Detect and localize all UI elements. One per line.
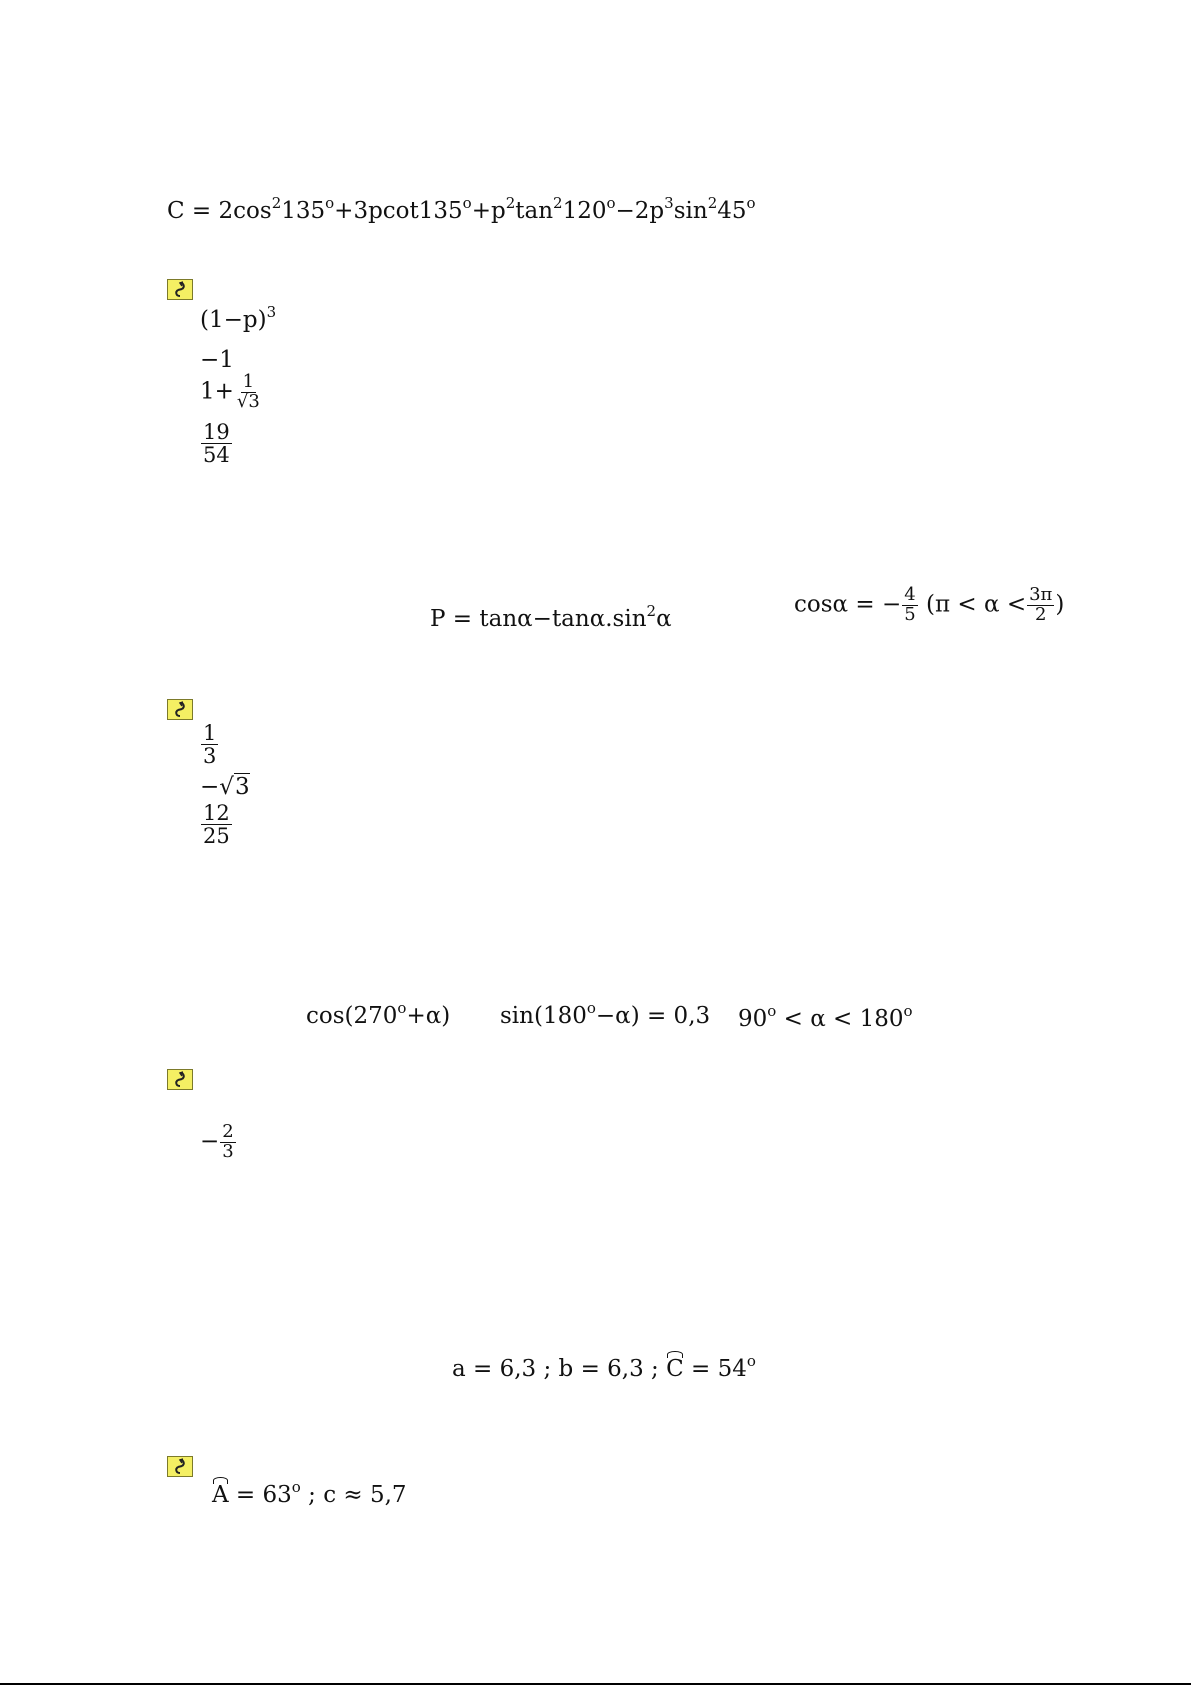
problem-1-answer-3[interactable]: 1+ $\frac{1}{√3}$ bbox=[200, 371, 260, 412]
problem-3-condition: $\sin(180^o-\alpha) = 0,3$ bbox=[500, 999, 711, 1029]
problem-4-expression: a = 6,3 ; b = 6,3 ; $C = 54^o$ bbox=[452, 1352, 756, 1382]
answer-marker-icon[interactable] bbox=[167, 699, 193, 720]
problem-1-expression: $C = 2\cos^2135^o+3pcot135^o+p^2\tan^2120^o-2p^3\sin^245^o$ bbox=[167, 194, 756, 224]
problem-1-answer-4[interactable]: $\frac{19}{54}$ bbox=[203, 420, 230, 468]
problem-3-expression: $\cos(270^o+\alpha)$ bbox=[306, 999, 451, 1029]
answer-marker-icon[interactable] bbox=[167, 1456, 193, 1477]
answer-marker-icon[interactable] bbox=[167, 279, 193, 300]
problem-3-answer-1[interactable]: − $\frac{2}{3}$ bbox=[200, 1121, 234, 1162]
problem-3-range: $90^o < \alpha < 180^o$ bbox=[738, 1002, 913, 1032]
problem-2-answer-2[interactable]: −√3 bbox=[200, 774, 250, 800]
problem-2-condition: cosα = − $\frac{4}{5}$ (π < α < $\frac{3\pi}{2}$ ) bbox=[794, 584, 1065, 625]
problem-4-answer-1[interactable]: $A = 63^o$ ; c ≈ 5,7 bbox=[212, 1478, 407, 1508]
problem-1-answer-2[interactable]: −1 bbox=[200, 347, 234, 373]
problem-2-expression: $P = \tan\alpha-\tan\alpha.\sin^2\alpha$ bbox=[430, 602, 672, 632]
answer-marker-icon[interactable] bbox=[167, 1069, 193, 1090]
problem-2-answer-3[interactable]: $\frac{12}{25}$ bbox=[203, 801, 230, 849]
problem-2-answer-1[interactable]: $\frac{1}{3}$ bbox=[203, 721, 217, 769]
problem-1-answer-1[interactable]: $(1-p)^3$ bbox=[200, 303, 277, 333]
